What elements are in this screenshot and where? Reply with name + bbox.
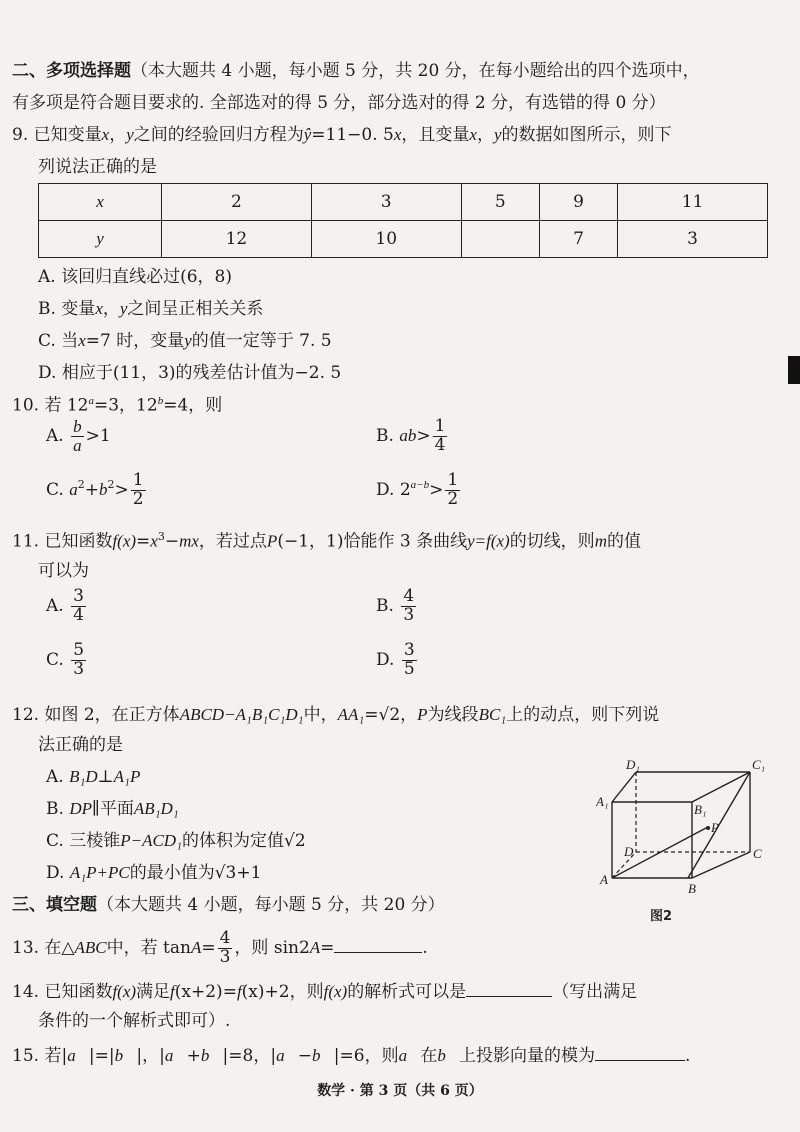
fraction-numerator: 1 (447, 470, 459, 490)
var-fx: f(x) (112, 531, 137, 551)
q9-text: ，且变量 (401, 125, 470, 145)
section2-rule-line1: （本大题共 4 小题，每小题 5 分，共 20 分，在每小题给出的四个选项中， (131, 61, 700, 81)
var-f: f (170, 982, 175, 1001)
option-label: A. (46, 425, 64, 446)
q12-text: 上的动点，则下列说 (506, 705, 660, 725)
q11-text: 的切线，则 (509, 531, 595, 552)
var-p: P (266, 531, 278, 551)
q14-text: （写出满足 (552, 982, 638, 1002)
vector-a: a⃗ (276, 1046, 298, 1065)
fraction-denominator: 4 (434, 434, 446, 455)
vector-b: b⃗ (437, 1046, 460, 1065)
fraction-numerator: 1 (132, 470, 144, 490)
q10-option-d (376, 472, 462, 509)
q10-option-c (46, 472, 148, 509)
q10-number: 10. (12, 395, 40, 416)
fraction-numerator: 3 (73, 586, 84, 606)
var-a: a (399, 425, 408, 445)
point-p (706, 826, 710, 830)
q9-stem-line2: 列说法正确的是 (38, 157, 157, 177)
vector-b: b⃗ (114, 1046, 137, 1065)
exponent: a−b (410, 479, 430, 492)
q13-answer-blank[interactable] (334, 936, 422, 953)
var-dp: DP (69, 799, 92, 818)
option-label: A. (46, 595, 64, 616)
q14-text: 已知函数 (44, 982, 113, 1002)
fraction (131, 472, 146, 509)
table-cell-y-label: y (39, 221, 162, 258)
q11-option-c (46, 642, 88, 679)
exponent: 2 (107, 478, 115, 492)
q9-option-c-text: =7 时，变量 (85, 331, 185, 351)
q12-text: =√2， (364, 705, 418, 725)
q9-option-c-text: C. 当 (38, 331, 79, 351)
fraction-denominator: 3 (219, 946, 231, 967)
q9-stem-line1 (12, 124, 671, 146)
q12-option-d-text: 的最小值为√3+1 (129, 863, 262, 883)
fraction-denominator: a (73, 435, 82, 455)
fraction-denominator: 4 (73, 604, 84, 625)
var-yhat: ŷ (303, 125, 312, 144)
q11-option-d (376, 642, 419, 679)
q13 (12, 930, 428, 967)
label-b1: B₁ (694, 802, 707, 817)
var-a1p-pc: A₁P+PC (69, 863, 130, 882)
var-a: A (309, 937, 321, 957)
var-yfx: y=f(x) (467, 531, 510, 551)
fraction (433, 418, 448, 455)
section3-heading (12, 894, 445, 916)
q11-text: ，若过点 (198, 531, 267, 552)
q9-option-c (38, 330, 332, 352)
q14-number: 14. (12, 982, 40, 1002)
var-p: P (417, 705, 428, 724)
q12-option-d (46, 862, 261, 884)
fraction (218, 930, 233, 967)
var-y: y (184, 331, 192, 350)
q12-option-a (46, 766, 140, 788)
q15-text: 上投影向量的模为 (459, 1046, 596, 1066)
vector-b: b⃗ (312, 1046, 334, 1065)
q11-text: 已知函数 (44, 531, 113, 552)
q12-option-b-text: ∥平面 (91, 799, 134, 819)
fraction-denominator: 3 (403, 604, 415, 625)
var-y: y (126, 125, 134, 144)
label-c: C (753, 846, 762, 861)
q9-text: 已知变量 (33, 125, 102, 145)
q10-stem (12, 394, 222, 417)
table-cell: 3 (311, 184, 461, 221)
q12-stem-line2: 法正确的是 (38, 735, 123, 755)
q12-option-b (46, 798, 179, 820)
vector-b: b⃗ (200, 1046, 223, 1065)
fraction-numerator: 1 (434, 416, 446, 436)
label-c1: C₁ (752, 757, 766, 772)
label-p: P (711, 820, 719, 835)
section3-title: 三、填空题 (12, 895, 97, 915)
table-cell: 12 (162, 221, 312, 258)
minus-sign: − (164, 531, 180, 552)
var-pacd1: P−ACD₁ (120, 831, 182, 850)
var-b: b (98, 479, 108, 499)
fraction-numerator: 5 (73, 640, 85, 660)
plus-sign: + (84, 479, 99, 500)
figure-caption: 图2 (650, 909, 673, 924)
margin-black-mark (788, 356, 800, 384)
exponent: 2 (77, 478, 85, 492)
q11-text: 的值 (606, 531, 641, 552)
label-a1: A₁ (596, 794, 609, 809)
table-row (39, 184, 768, 221)
comma: ， (102, 299, 120, 319)
q15-text: |=| (88, 1046, 115, 1066)
q14-text: (x)+2，则 (241, 982, 324, 1002)
q9-option-b-text: B. 变量 (38, 299, 96, 319)
comma: ， (476, 125, 494, 145)
fraction-numerator: b (73, 417, 82, 436)
q12-text: 如图 2，在正方体 (44, 705, 180, 725)
var-ab1d1: AB₁D₁ (133, 799, 179, 818)
q15-text: 若| (44, 1046, 68, 1066)
base-two: 2 (399, 479, 411, 500)
q11-option-a (46, 588, 88, 625)
q9-option-b-text: 之间呈正相关关系 (127, 299, 264, 319)
fraction-denominator: 2 (447, 488, 459, 509)
q9-number: 9. (12, 125, 29, 145)
q13-number: 13. (12, 937, 40, 958)
q12-text: 中， (303, 705, 338, 725)
comma: ， (109, 125, 127, 145)
fraction-numerator: 4 (219, 928, 231, 948)
option-label: B. (376, 425, 394, 446)
q10-option-a-text: >1 (85, 425, 111, 446)
q11-number: 11. (12, 531, 40, 552)
table-cell (461, 221, 539, 258)
cube-figure (596, 756, 776, 936)
q14-text: 满足 (136, 982, 171, 1002)
table-row (39, 221, 768, 258)
page-footer: 数学 · 第 3 页（共 6 页） (317, 1083, 483, 1099)
var-a: a (69, 479, 78, 499)
q12-option-c (46, 830, 306, 852)
var-x: x (469, 125, 477, 144)
q15-text: |，| (136, 1046, 165, 1066)
q15-number: 15. (12, 1046, 40, 1066)
q9-option-d: D. 相应于(11，3)的残差估计值为−2. 5 (38, 363, 342, 383)
q11-stem-line2: 可以为 (38, 561, 89, 581)
table-cell-x-label: x (39, 184, 162, 221)
var-x: x (150, 531, 158, 551)
q10-text: 若 12 (44, 395, 89, 416)
q9-option-c-text: 的值一定等于 7. 5 (191, 331, 332, 351)
option-label: A. (46, 767, 64, 787)
table-cell: 11 (618, 184, 768, 221)
var-x: x (78, 331, 86, 350)
var-fx: f(x) (323, 982, 348, 1001)
equals-sign: = (320, 937, 335, 958)
q15-answer-blank[interactable] (595, 1044, 685, 1061)
var-a1p: A₁P (113, 767, 141, 786)
vector-a: a⃗ (67, 1046, 89, 1065)
q11-option-b (376, 588, 418, 625)
q9-option-b (38, 298, 263, 320)
label-a: A (600, 872, 608, 887)
q13-text: 在△ (44, 937, 75, 958)
q15-text: |=8，| (222, 1046, 277, 1066)
option-label: D. (376, 479, 395, 500)
var-b1d: B₁D (69, 767, 98, 786)
q11-text: (−1，1)恰能作 3 条曲线 (277, 531, 468, 552)
q14-answer-blank[interactable] (466, 980, 552, 997)
q9-option-a: A. 该回归直线必过(6，8) (38, 267, 232, 287)
period: . (422, 937, 428, 958)
q12-text: 为线段 (427, 705, 479, 725)
var-f: f (236, 982, 242, 1001)
q10-text: =4，则 (163, 395, 223, 416)
label-d: D (624, 844, 634, 859)
gt-sign: > (114, 479, 129, 500)
edge-a1d1 (612, 772, 636, 802)
q12-stem-line1 (12, 704, 659, 726)
fraction-denominator: 2 (132, 488, 144, 509)
q9-text: 的数据如图所示，则下 (501, 125, 672, 145)
exponent: 3 (157, 530, 165, 543)
equals-sign: = (201, 937, 216, 958)
var-aa1: AA₁ (337, 705, 365, 724)
q14-line2: 条件的一个解析式即可）. (38, 1011, 231, 1031)
var-b: b (407, 425, 417, 445)
gt-sign: > (429, 479, 444, 500)
plus-sign: + (186, 1046, 201, 1066)
q14-text: (x+2)= (174, 982, 237, 1002)
q9-text: 之间的经验回归方程为 (133, 125, 304, 145)
q10-text: =3，12 (94, 395, 158, 416)
vector-a: a⃗ (398, 1046, 421, 1065)
var-mx: mx (179, 531, 199, 551)
var-m: m (594, 531, 607, 551)
vector-a: a⃗ (164, 1046, 187, 1065)
section2-title: 二、多项选择题 (12, 61, 131, 81)
var-a: A (190, 937, 202, 957)
minus-sign: − (297, 1046, 313, 1066)
section2-rule-line2: 有多项是符合题目要求的. 全部选对的得 5 分，部分选对的得 2 分，有选错的得 0 分） (12, 93, 666, 113)
section3-rule: （本大题共 4 小题，每小题 5 分，共 20 分） (97, 895, 445, 915)
option-label: D. (46, 863, 65, 883)
q15 (12, 1044, 690, 1067)
fraction (71, 418, 84, 455)
q12-option-c-text: C. 三棱锥 (46, 831, 121, 851)
label-b: B (688, 881, 696, 896)
table-cell: 3 (618, 221, 768, 258)
q9-data-table (38, 183, 768, 258)
fraction (71, 588, 86, 625)
var-x: x (95, 299, 103, 318)
var-abc: ABC (74, 937, 107, 957)
var-fx: f(x) (112, 982, 137, 1001)
var-y: y (119, 299, 128, 318)
var-y: y (493, 125, 502, 144)
label-d1: D₁ (626, 757, 640, 772)
fraction-denominator: 5 (403, 658, 415, 679)
option-label: D. (376, 649, 395, 670)
fraction-numerator: 3 (403, 640, 415, 660)
var-x: x (101, 125, 110, 144)
q11-stem-line1: 11. 已知函数$f(x)=x^3-mx$，若过点P(−1，1)恰能作 3 条曲线y=f(x)的切线，则m的值 (12, 530, 641, 552)
section2-heading (12, 60, 700, 82)
var-cube: ABCD−A₁B₁C₁D₁ (179, 705, 304, 724)
fraction (401, 588, 416, 625)
table-cell: 10 (311, 221, 461, 258)
table-cell: 5 (461, 184, 539, 221)
fraction-denominator: 3 (73, 658, 85, 679)
var-b: b (157, 395, 164, 407)
q14-text: 的解析式可以是 (347, 982, 467, 1002)
table-cell: 9 (539, 184, 617, 221)
q10-option-b (376, 418, 449, 455)
gt-sign: > (416, 425, 431, 446)
fraction-numerator: 4 (403, 586, 415, 606)
option-label: B. (376, 595, 394, 616)
q15-text: |=6，则 (333, 1046, 399, 1066)
q12-option-c-text: 的体积为定值√2 (182, 831, 306, 851)
var-bc1: BC₁ (478, 705, 507, 724)
period: . (685, 1046, 691, 1066)
fraction (402, 642, 417, 679)
q12-number: 12. (12, 705, 40, 725)
fraction (445, 472, 460, 509)
perp-sign: ⊥ (97, 767, 114, 787)
option-label: C. (46, 649, 64, 670)
table-cell: 2 (162, 184, 312, 221)
q13-text: ，则 sin2 (234, 937, 310, 958)
q9-equation: =11−0. 5 (311, 125, 394, 145)
table-cell: 7 (539, 221, 617, 258)
q10-option-a (46, 418, 111, 455)
q14-line1 (12, 980, 637, 1003)
var-a: a (88, 395, 94, 407)
q13-text: 中，若 tan (106, 937, 191, 958)
var-x: x (393, 125, 402, 144)
fraction (71, 642, 86, 679)
option-label: C. (46, 479, 64, 500)
option-label: B. (46, 799, 64, 819)
q15-text: 在 (420, 1046, 438, 1066)
